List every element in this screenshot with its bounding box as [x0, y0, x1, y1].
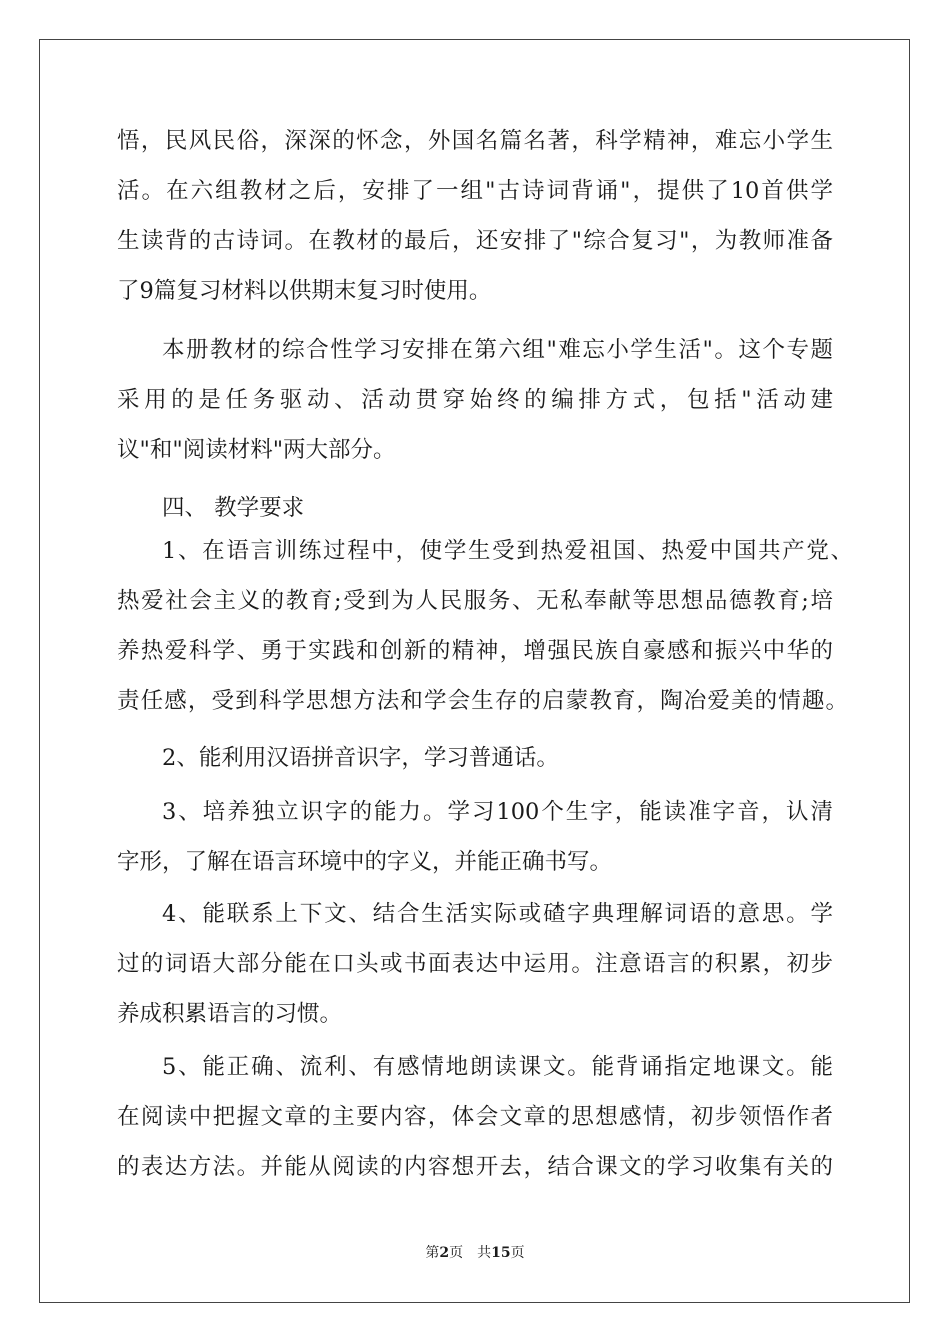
page-footer	[0, 1244, 950, 1262]
text-line: 热爱社会主义的教育;受到为人民服务、无私奉献等思想品德教育;培	[117, 588, 833, 614]
total-page-number: 15	[491, 1245, 511, 1261]
text-line: 生读背的古诗词。在教材的最后，还安排了"综合复习"，为教师准备	[117, 228, 833, 254]
paragraph-first-line: 4、能联系上下文、结合生活实际或碴字典理解词语的意思。学	[162, 901, 833, 927]
text-line: 过的词语大部分能在口头或书面表达中运用。注意语言的积累，初步	[117, 951, 833, 977]
current-page-number: 2	[439, 1245, 450, 1261]
paragraph-first-line: 5、能正确、流利、有感情地朗读课文。能背诵指定地课文。能	[162, 1054, 833, 1080]
footer-middle: 页 共	[449, 1245, 492, 1261]
text-line: 字形，了解在语言环境中的字义，并能正确书写。	[117, 849, 613, 875]
text-line: 在阅读中把握文章的主要内容，体会文章的思想感情，初步领悟作者	[117, 1104, 833, 1130]
text-line: 活。在六组教材之后，安排了一组"古诗词背诵"，提供了10首供学	[117, 178, 833, 204]
footer-prefix: 第	[425, 1245, 440, 1261]
text-line: 养成积累语言的习惯。	[117, 1001, 343, 1027]
text-line: 了9篇复习材料以供期末复习时使用。	[117, 278, 492, 304]
text-line: 的表达方法。并能从阅读的内容想开去，结合课文的学习收集有关的	[117, 1154, 833, 1180]
text-line: 责任感，受到科学思想方法和学会生存的启蒙教育，陶冶爱美的情趣。	[117, 688, 848, 714]
paragraph-first-line: 2、能利用汉语拼音识字，学习普通话。	[162, 745, 559, 771]
footer-suffix: 页	[510, 1245, 525, 1261]
section-heading: 四、 教学要求	[162, 495, 305, 521]
text-line: 议"和"阅读材料"两大部分。	[117, 437, 396, 463]
paragraph-first-line: 1、在语言训练过程中，使学生受到热爱祖国、热爱中国共产党、	[162, 538, 853, 564]
text-line: 悟，民风民俗，深深的怀念，外国名篇名著，科学精神，难忘小学生	[117, 128, 833, 154]
paragraph-first-line: 本册教材的综合性学习安排在第六组"难忘小学生活"。这个专题	[162, 337, 833, 363]
text-line: 采用的是任务驱动、活动贯穿始终的编排方式，包括"活动建	[117, 387, 833, 413]
text-line: 养热爱科学、勇于实践和创新的精神，增强民族自豪感和振兴中华的	[117, 638, 833, 664]
paragraph-first-line: 3、培养独立识字的能力。学习100个生字，能读准字音，认清	[162, 799, 833, 825]
